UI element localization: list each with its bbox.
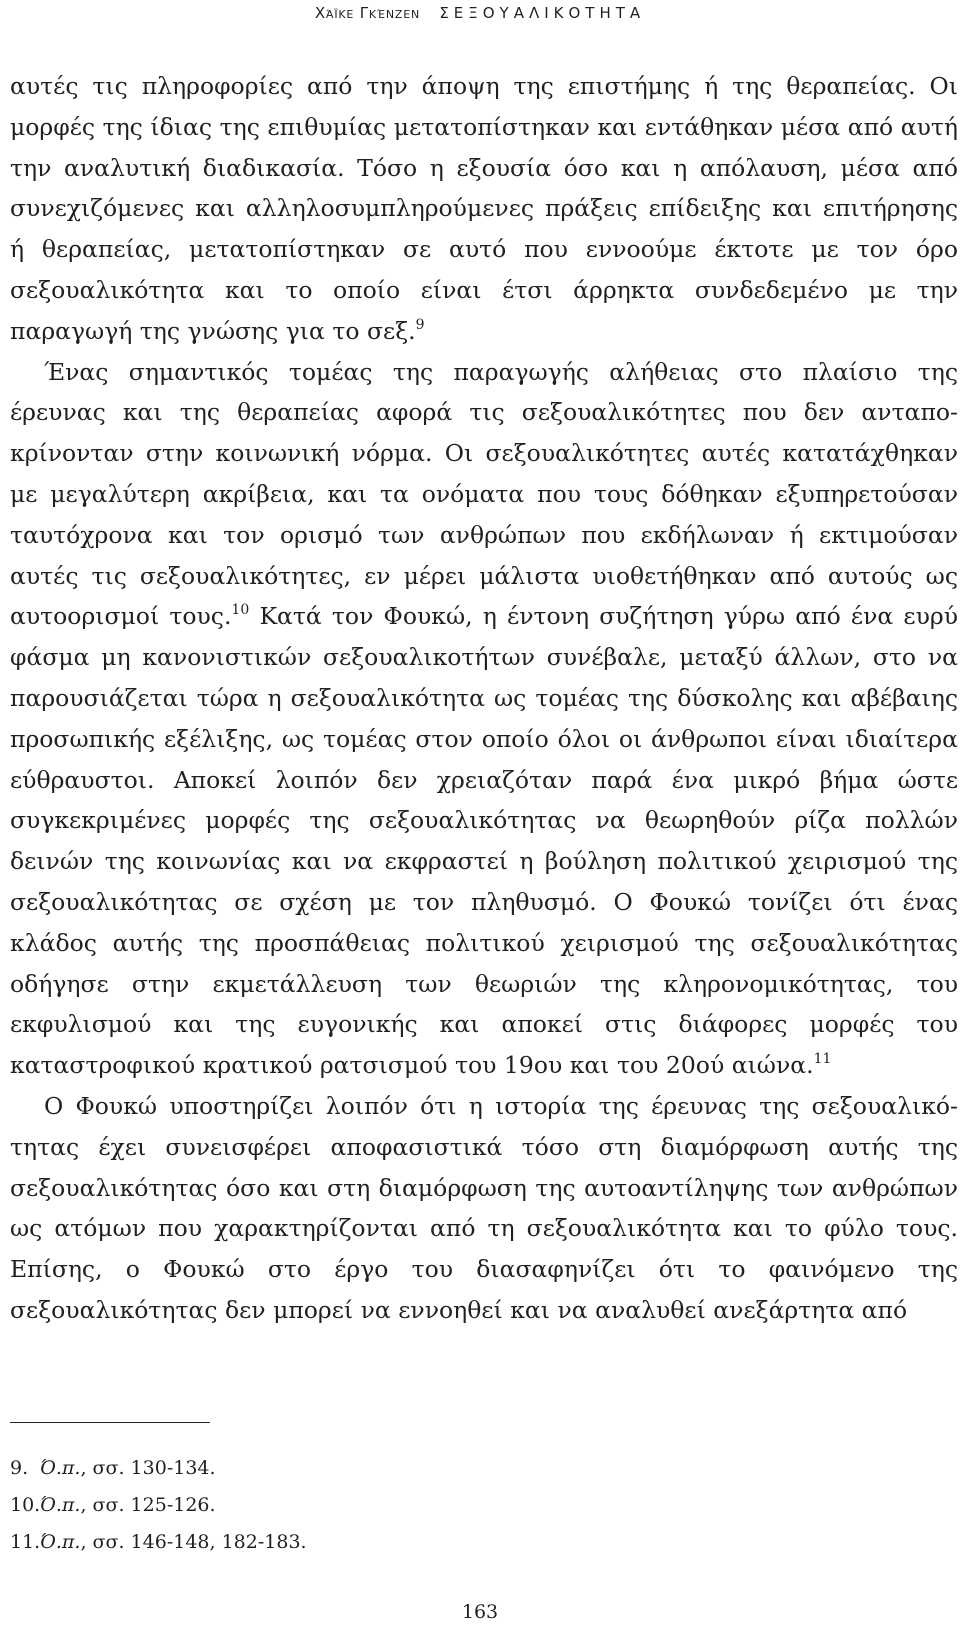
paragraph xyxy=(10,66,958,352)
paragraph-text: αυτές τις πληροφορίες από την άποψη της επιστήμης ή της θεραπείας. Οι μορφές της ίδιας της επιθυμίας μετατοπίστηκαν και εντάθηκαν μέσα από αυτή την αναλυτική διαδικασία. Τόσο η εξουσία όσο και η απόλαυση, μέσα από συνεχιζόμενες και αλληλοσυμπληρούμενες πράξεις επίδειξης και επιτήρησης ή θεραπείας, μετατοπίστηκαν σε αυτό που εννοούμε έκτοτε με τον όρο σεξουαλικότητα και το οποίο είναι έτσι άρρηκτα συνδεδεμένο με την παραγωγή της γνώσης για το σεξ. xyxy=(10,72,958,345)
footnote-reference: Ό.π. xyxy=(40,1494,81,1516)
footnote xyxy=(10,1487,910,1524)
paragraph-text: Ο Φουκώ υποστηρίζει λοιπόν ότι η ιστορία της έρευνας της σεξουαλικότητας έχει συνεισφέρει αποφασιστικά τόσο στη διαμόρφωση αυτής της σεξουαλικότητας όσο και στη διαμόρφωση της αυτοαντίληψης των ανθρώπων ως ατόμων που χαρακτηρίζονται από τη σεξουαλικότητα και το φύλο τους. Επίσης, ο Φουκώ στο έργο του διασαφηνίζει ότι το φαινόμενο της σεξουαλικότητας δεν μπορεί να εννοηθεί και να αναλυθεί ανεξάρτητα από xyxy=(10,1091,958,1324)
paragraph-text: Κατά τον Φουκώ, η έντονη συζήτηση γύρω από ένα ευρύ φάσμα μη κανονιστικών σεξουαλικοτήτων συνέβαλε, μεταξύ άλλων, στο να παρουσιάζεται τώρα η σεξουαλικότητα ως τομέας της δύσκολης και αβέβαιης προσωπικής εξέλιξης, ως τομέας στον οποίο όλοι οι άνθρωποι είναι ιδιαίτερα εύθραυστοι. Αποκεί λοιπόν δεν χρειαζόταν παρά ένα μικρό βήμα ώστε συγκεκριμένες μορφές της σεξουαλικότητας να θεωρηθούν ρίζα πολλών δεινών της κοινωνίας και να εκφραστεί η βούληση πολιτικού χειρισμού της σεξουαλικότητας σε σχέση με τον πληθυσμό. Ο Φουκώ τονίζει ότι ένας κλάδος αυτής της προσπάθειας πολιτικού χειρισμού της σεξουαλικότητας οδήγησε στην εκμετάλλευση των θεωριών της κληρονομικότητας, του εκφυλισμού και της ευγονικής και αποκεί στις διάφορες μορφές του καταστροφικού κρατικού ρατσισμού του 19ου και του 20ού αιώνα. xyxy=(10,602,958,1080)
paragraph-text: Ένας σημαντικός τομέας της παραγωγής αλήθειας στο πλαίσιο της έρευνας και της θεραπείας αφορά τις σεξουαλικότητες που δεν ανταποκρίνονταν στην κοινωνική νόρμα. Οι σεξουαλικότητες αυτές κατατάχθηκαν με μεγαλύτερη ακρίβεια, και τα ονόματα που τους δόθηκαν εξυπηρετούσαν ταυτόχρονα και τον ορισμό των ανθρώπων που εκδήλωναν ή εκτιμούσαν αυτές τις σεξουαλικότητες, εν μέρει μάλιστα υιοθετήθηκαν από αυτούς ως αυτοορισμοί τους. xyxy=(10,357,958,631)
footnote-marker: 9 xyxy=(415,316,425,333)
running-head-author: Χάϊκε Γκένζεν xyxy=(314,4,421,22)
running-head xyxy=(0,4,960,22)
footnote xyxy=(10,1450,910,1487)
page-number: 163 xyxy=(461,1601,499,1623)
footnote-divider xyxy=(10,1422,210,1423)
footnote-reference: Ό.π. xyxy=(40,1457,81,1479)
paragraph xyxy=(10,1086,958,1331)
footnote-text: , σσ. 130-134. xyxy=(80,1457,216,1479)
footnote-text: , σσ. 146-148, 182-183. xyxy=(80,1531,307,1553)
footnote xyxy=(10,1524,910,1561)
footnote-number: 11. xyxy=(10,1531,41,1553)
footnote-marker: 11 xyxy=(813,1051,832,1068)
main-text xyxy=(10,66,958,1331)
footnote-number: 10. xyxy=(10,1494,41,1516)
footnote-number: 9. xyxy=(10,1457,29,1479)
footnote-marker: 10 xyxy=(231,602,250,619)
footnote-text: , σσ. 125-126. xyxy=(80,1494,216,1516)
paragraph xyxy=(10,352,958,1086)
running-head-book-title: ΣΕΞΟΥΑΛΙΚΟΤΗΤΑ xyxy=(439,4,646,22)
footnote-reference: Ό.π. xyxy=(40,1531,81,1553)
footnotes xyxy=(10,1450,910,1561)
